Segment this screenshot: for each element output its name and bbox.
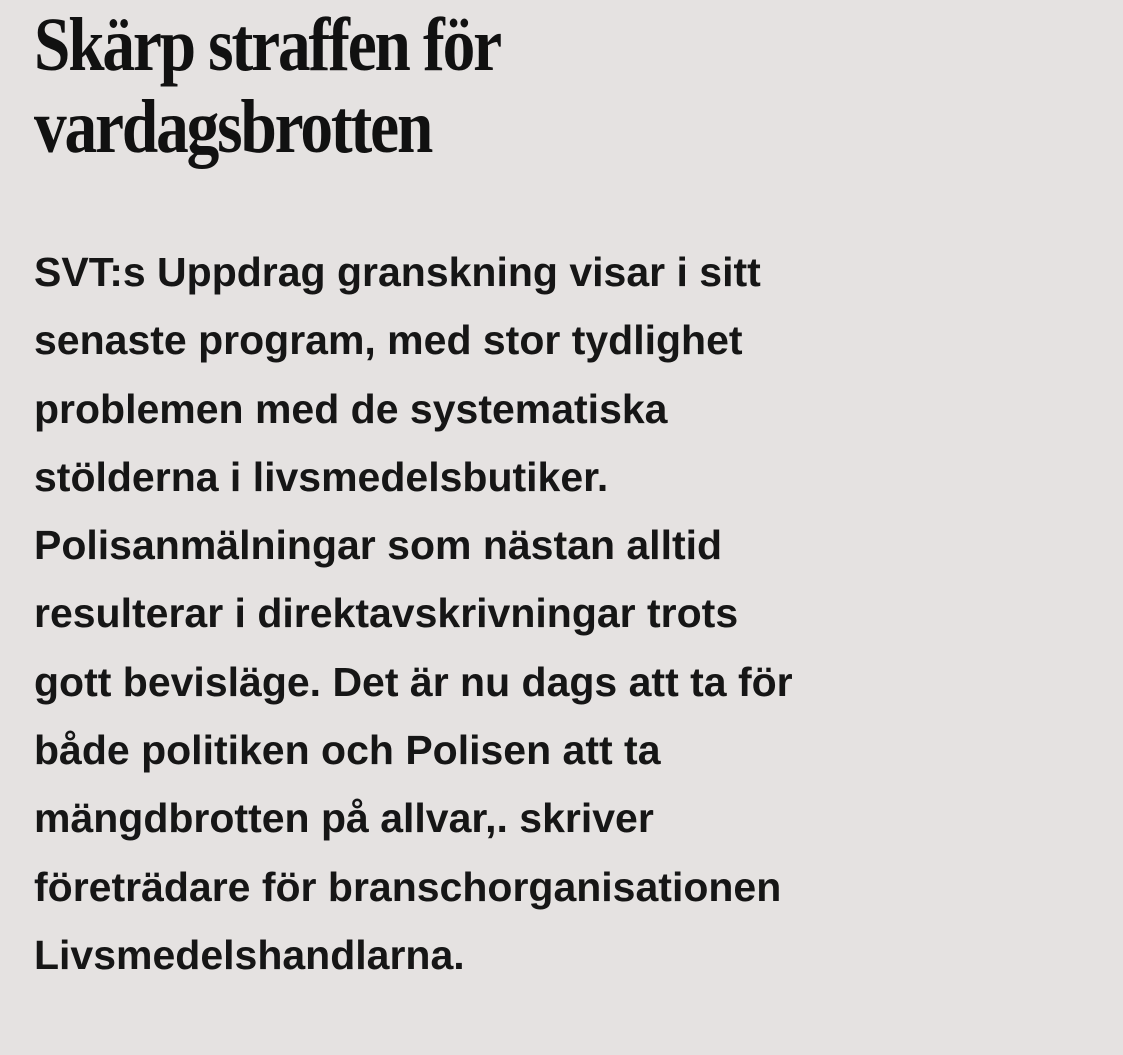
headline-line-1: Skärp straffen för	[34, 3, 500, 87]
headline-line-2: vardagsbrotten	[34, 85, 432, 169]
article-lead	[34, 238, 1109, 989]
article-headline	[34, 4, 808, 168]
lead-line-10: företrädare för branschorganisationen	[34, 863, 782, 910]
lead-line-5: Polisanmälningar som nästan alltid	[34, 522, 723, 569]
lead-line-2: senaste program, med stor tydlighet	[34, 317, 743, 364]
lead-line-6: resulterar i direktavskrivningar trots	[34, 590, 739, 637]
lead-line-9: mängdbrotten på allvar,. skriver	[34, 795, 654, 842]
lead-line-7: gott bevisläge. Det är nu dags att ta för	[34, 658, 793, 705]
lead-line-3: problemen med de systematiska	[34, 385, 668, 432]
lead-line-11: Livsmedelshandlarna.	[34, 931, 465, 978]
lead-line-4: stölderna i livsmedelsbutiker.	[34, 453, 609, 500]
article	[34, 4, 1109, 989]
lead-line-8: både politiken och Polisen att ta	[34, 727, 661, 774]
lead-line-1: SVT:s Uppdrag granskning visar i sitt	[34, 249, 761, 295]
